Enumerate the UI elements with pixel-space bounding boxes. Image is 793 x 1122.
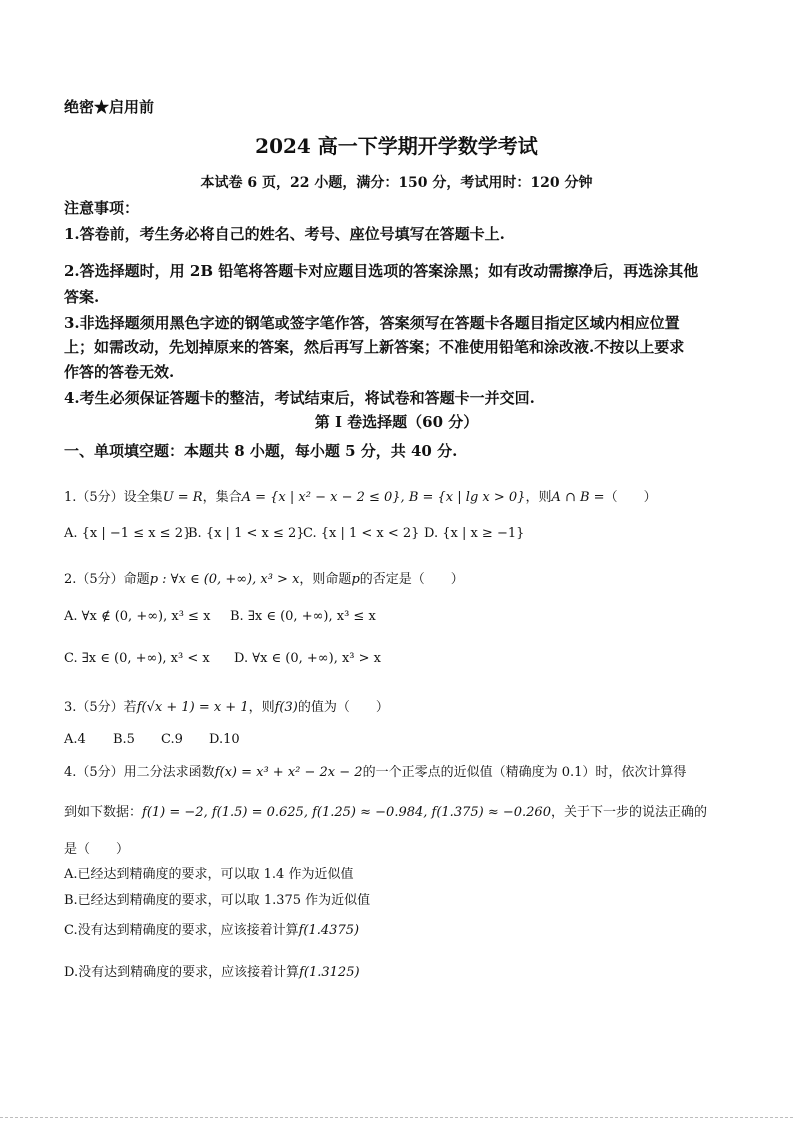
q4-option-b: B.已经达到精确度的要求，可以取 1.375 作为近似值 [64,893,371,908]
q2-prefix: 2.（5分）命题 [64,572,150,587]
q1-mid: ，集合 [202,490,242,505]
notice-item-1: 1.答卷前，考生务必将自己的姓名、考号、座位号填写在答题卡上. [64,225,505,243]
q2-option-b: B. ∃x ∈ (0, +∞), x³ ≤ x [230,609,376,624]
q3-f3: f(3) [274,700,298,715]
q3-ask: 的值为（ ） [297,700,389,715]
q1-ask: ，则 [525,490,552,505]
q3-option-a: A.4 [64,732,86,747]
q1-paren: （ ） [604,490,657,505]
q3-option-d: D.10 [209,732,240,747]
q4-option-d [64,961,360,980]
question-4-line-3: 是（ ） [64,842,130,857]
q3-mid: ，则 [248,700,275,715]
q1-prefix: 1.（5分）设全集 [64,490,163,505]
q1-option-c: C. {x | 1 < x < 2} [303,526,420,541]
q4-option-c-expr: f(1.4375) [298,923,360,938]
question-4-line-2 [64,801,707,820]
q4-option-c-text: C.没有达到精确度的要求，应该接着计算 [64,923,299,938]
part-heading: 一、单项填空题：本题共 8 小题，每小题 5 分，共 40 分. [64,442,458,460]
q2-p: p [351,572,360,587]
q2-ask: 的否定是（ ） [359,572,464,587]
section-title: 第 I 卷选择题（60 分） [314,413,479,431]
q1-universal-set: U = R [162,490,203,505]
q2-option-d: D. ∀x ∈ (0, +∞), x³ > x [234,651,381,666]
notice-item-3-cont: 上；如需改动，先划掉原来的答案，然后再写上新答案；不准使用铅笔和涂改液.不按以上要求 [64,338,685,356]
question-2 [64,568,464,587]
q1-option-a: A. {x | −1 ≤ x ≤ 2} [64,526,192,541]
q4-line2-prefix: 到如下数据： [64,805,143,820]
q2-mid: ，则命题 [299,572,352,587]
q3-option-b: B.5 [113,732,135,747]
page-bottom-divider [0,1117,793,1118]
q2-option-c: C. ∃x ∈ (0, +∞), x³ < x [64,651,210,666]
question-3 [64,696,389,715]
q3-expression: f(√x + 1) = x + 1 [136,700,249,715]
secret-label: 绝密★启用前 [64,98,155,116]
notice-item-4: 4.考生必须保证答题卡的整洁，考试结束后，将试卷和答题卡一并交回. [64,389,535,407]
notice-item-3: 3.非选择题须用黑色字迹的钢笔或签字笔作答，答案须写在答题卡各题目指定区域内相应位置 [64,314,680,332]
notice-item-2: 2.答选择题时，用 2B 铅笔将答题卡对应题目选项的答案涂黑；如有改动需擦净后，再选涂其他 [64,262,699,280]
q4-option-c [64,919,359,938]
q3-option-c: C.9 [161,732,183,747]
q4-data: f(1) = −2, f(1.5) = 0.625, f(1.25) ≈ −0.984, f(1.375) ≈ −0.260 [142,805,551,820]
q1-option-b: B. {x | 1 < x ≤ 2} [188,526,305,541]
notice-item-3-cont2: 作答的答卷无效. [64,363,175,381]
q3-prefix: 3.（5分）若 [64,700,137,715]
q4-line2-rest: ，关于下一步的说法正确的 [550,805,707,820]
q2-proposition: p : ∀x ∈ (0, +∞), x³ > x [149,572,300,587]
q4-option-d-expr: f(1.3125) [299,965,360,980]
q4-prefix: 4.（5分）用二分法求函数 [64,765,215,780]
q4-option-a: A.已经达到精确度的要求，可以取 1.4 作为近似值 [64,867,354,882]
notice-heading: 注意事项： [64,199,140,217]
notice-item-2-cont: 答案. [64,288,100,306]
q1-intersection: A ∩ B = [551,490,605,505]
exam-title: 2024 高一下学期开学数学考试 [255,134,538,158]
question-1 [64,486,657,505]
q4-option-d-text: D.没有达到精确度的要求，应该接着计算 [64,965,300,980]
q1-sets: A = {x | x² − x − 2 ≤ 0}, B = {x | lg x > 0} [241,490,526,505]
exam-subtitle: 本试卷 6 页，22 小题，满分：150 分，考试用时：120 分钟 [200,175,593,191]
question-4 [64,761,686,780]
q2-option-a: A. ∀x ∉ (0, +∞), x³ ≤ x [64,609,211,624]
q4-function: f(x) = x³ + x² − 2x − 2 [214,765,363,780]
q4-rest: 的一个正零点的近似值（精确度为 0.1）时，依次计算得 [362,765,687,780]
q1-option-d: D. {x | x ≥ −1} [424,526,525,541]
